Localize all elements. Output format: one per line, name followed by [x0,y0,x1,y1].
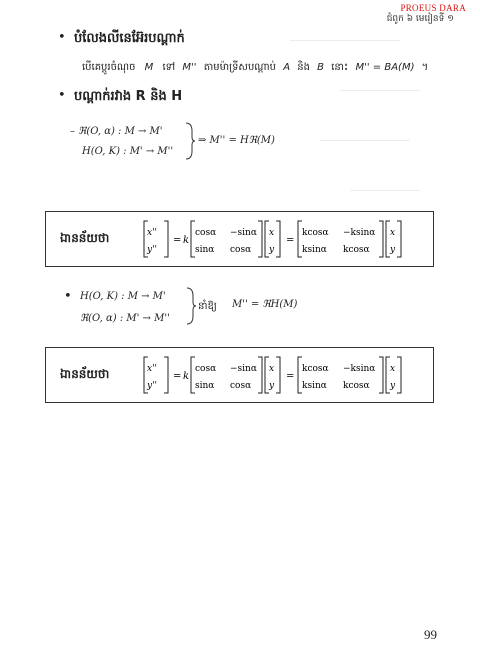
section3-line2: ℜ(O, α) : M' → M'' [80,313,170,324]
section3-result: M'' = ℜH(M) [232,299,298,310]
scale-k: k [183,235,190,246]
matrix-equation [142,217,412,261]
section2-line1: – ℜ(O, α) : M → M' [70,126,163,137]
section3-bullet: • [64,289,72,304]
text-start: បើគេប្តូរចំណុច [82,62,136,73]
implies-word: នាំឱ្យ [198,301,217,312]
n21: ksinα [302,245,327,255]
vec-y: y [269,245,275,255]
and-word: និង [297,62,310,73]
m11: cosα [195,228,217,238]
section2-bullet: • [58,88,66,103]
formula-box-1 [45,211,434,267]
point-m2: M'' [182,62,197,73]
section2-title: បណ្តាក់រវាង R និង H [74,89,183,104]
chapter-heading: ជំពូក ៦ មេរៀនទី ១ [386,14,454,24]
n11-b: kcosα [302,364,329,374]
watermark: PROEUS DARA [400,3,466,13]
vec-x-b: x [269,364,275,374]
m22: cosα [230,245,252,255]
equals-sign-b1: = [173,371,182,382]
n12-b: −ksinα [343,364,376,374]
scale-k-2: k [183,371,190,382]
vec-x: x [269,228,275,238]
formula-label: ឯានន័យថា [60,231,110,245]
matrix-a: A [283,62,291,73]
right-brace-icon-2 [185,286,197,326]
equals-sign-b2: = [286,371,295,382]
sentence-end: ។ [421,62,429,73]
matrix-b: B [317,62,325,73]
vec2-y: y [390,245,396,255]
formula-label-2: ឯានន័យថា [60,367,110,381]
n11: kcosα [302,228,329,238]
lhs-bottom: y'' [147,245,158,255]
section2-result: ⇒ M'' = Hℜ(M) [198,135,275,146]
m21-b: sinα [195,381,215,391]
matrix-phrase: តាមម៉ាទ្រីសបណ្តាប់ [203,62,277,73]
composition-formula: M'' = BA(M) [355,62,415,73]
vec2-y-b: y [390,381,396,391]
page-number: 99 [424,627,437,642]
section3-line1: H(O, K) : M → M' [80,291,166,302]
equals-sign: = [173,235,182,246]
right-brace-icon [184,121,196,161]
n22-b: kcosα [343,381,370,391]
then-word: នោះ [331,62,349,73]
n12: −ksinα [343,228,376,238]
vec-y-b: y [269,381,275,391]
to-word: ទៅ [162,62,176,73]
vec2-x-b: x [390,364,396,374]
m22-b: cosα [230,381,252,391]
n21-b: ksinα [302,381,327,391]
vec2-x: x [390,228,396,238]
formula-box-2 [45,347,434,403]
lhs-bottom-2: y'' [147,381,158,391]
m12-b: −sinα [230,364,257,374]
section1-text [82,60,428,75]
equals-sign-2: = [286,235,295,246]
point-m: M [144,62,154,73]
section1-title: បំលែងលីនេអ៊ែរបណ្តាក់ [74,31,185,46]
m21: sinα [195,245,215,255]
section1-bullet: • [58,30,66,45]
n22: kcosα [343,245,370,255]
lhs-top-2: x'' [147,364,158,374]
matrix-equation-2 [142,353,412,397]
section2-line2: H(O, K) : M' → M'' [82,146,174,157]
m12: −sinα [230,228,257,238]
lhs-top: x'' [147,228,158,238]
m11-b: cosα [195,364,217,374]
